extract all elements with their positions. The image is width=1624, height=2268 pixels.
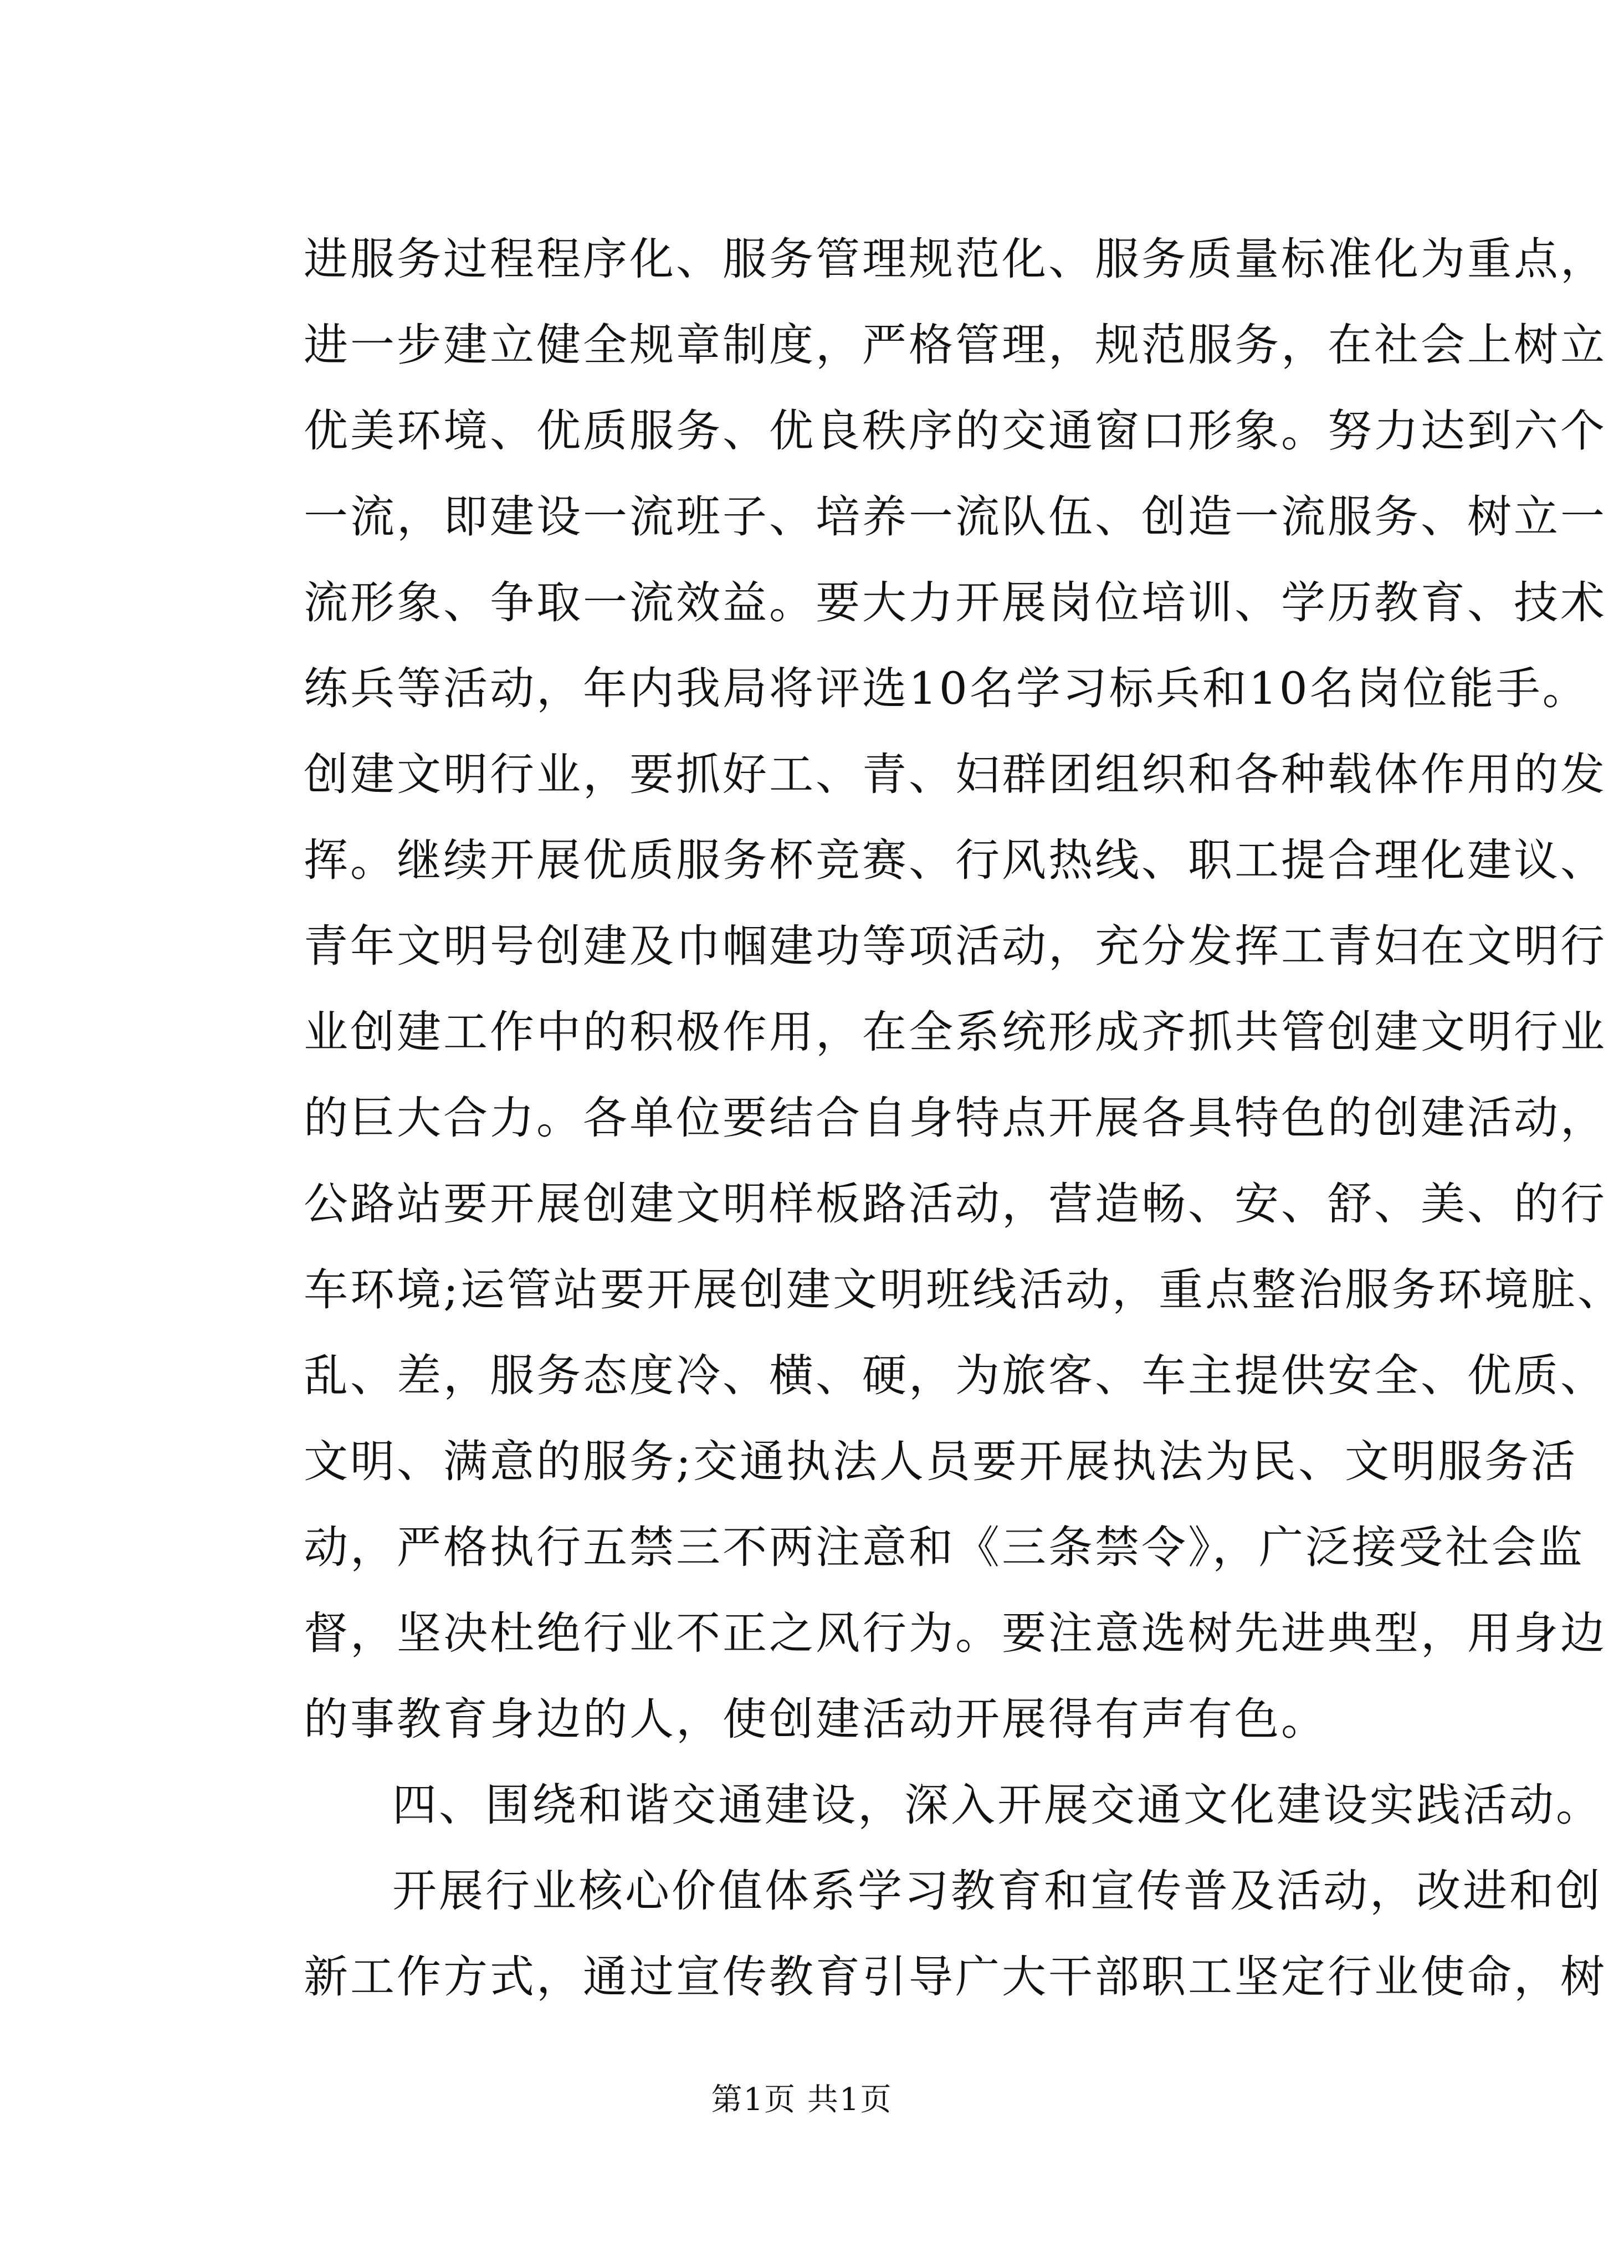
text-line: 一流，即建设一流班子、培养一流队伍、创造一流服务、树立一 xyxy=(304,491,1607,542)
text-line: 车环境;运管站要开展创建文明班线活动，重点整治服务环境脏、 xyxy=(304,1264,1624,1315)
text-line: 优美环境、优质服务、优良秩序的交通窗口形象。努力达到六个 xyxy=(304,405,1607,457)
page-footer: 第1页 共1页 xyxy=(711,2082,893,2118)
text-line: 文明、满意的服务;交通执法人员要开展执法为民、文明服务活 xyxy=(304,1436,1577,1487)
text-line: 新工作方式，通过宣传教育引导广大干部职工坚定行业使命，树 xyxy=(304,1951,1607,2003)
text-line: 青年文明号创建及巾帼建功等项活动，充分发挥工青妇在文明行 xyxy=(304,920,1607,972)
text-line: 公路站要开展创建文明样板路活动，营造畅、安、舒、美、的行 xyxy=(304,1178,1607,1230)
text-line: 的巨大合力。各单位要结合自身特点开展各具特色的创建活动， xyxy=(304,1092,1607,1144)
text-line: 练兵等活动，年内我局将评选10名学习标兵和10名岗位能手。 xyxy=(304,663,1589,714)
text-line: 乱、差，服务态度冷、横、硬，为旅客、车主提供安全、优质、 xyxy=(304,1350,1607,1401)
paragraph-first-line: 开展行业核心价值体系学习教育和宣传普及活动，改进和创 xyxy=(392,1865,1602,1917)
text-line: 挥。继续开展优质服务杯竞赛、行风热线、职工提合理化建议、 xyxy=(304,834,1607,886)
document-body xyxy=(304,216,1624,2020)
text-line: 创建文明行业，要抓好工、青、妇群团组织和各种载体作用的发 xyxy=(304,749,1607,800)
text-line: 动，严格执行五禁三不两注意和《三条禁令》，广泛接受社会监 xyxy=(304,1522,1585,1573)
text-line: 进服务过程程序化、服务管理规范化、服务质量标准化为重点， xyxy=(304,233,1607,285)
text-line: 督，坚决杜绝行业不正之风行为。要注意选树先进典型，用身边 xyxy=(304,1607,1607,1659)
paragraph-first-line: 四、围绕和谐交通建设，深入开展交通文化建设实践活动。 xyxy=(392,1779,1602,1831)
text-line: 进一步建立健全规章制度，严格管理，规范服务，在社会上树立 xyxy=(304,319,1607,371)
text-line: 流形象、争取一流效益。要大力开展岗位培训、学历教育、技术 xyxy=(304,577,1607,628)
text-line: 业创建工作中的积极作用，在全系统形成齐抓共管创建文明行业 xyxy=(304,1006,1607,1058)
text-line: 的事教育身边的人，使创建活动开展得有声有色。 xyxy=(304,1693,1328,1745)
